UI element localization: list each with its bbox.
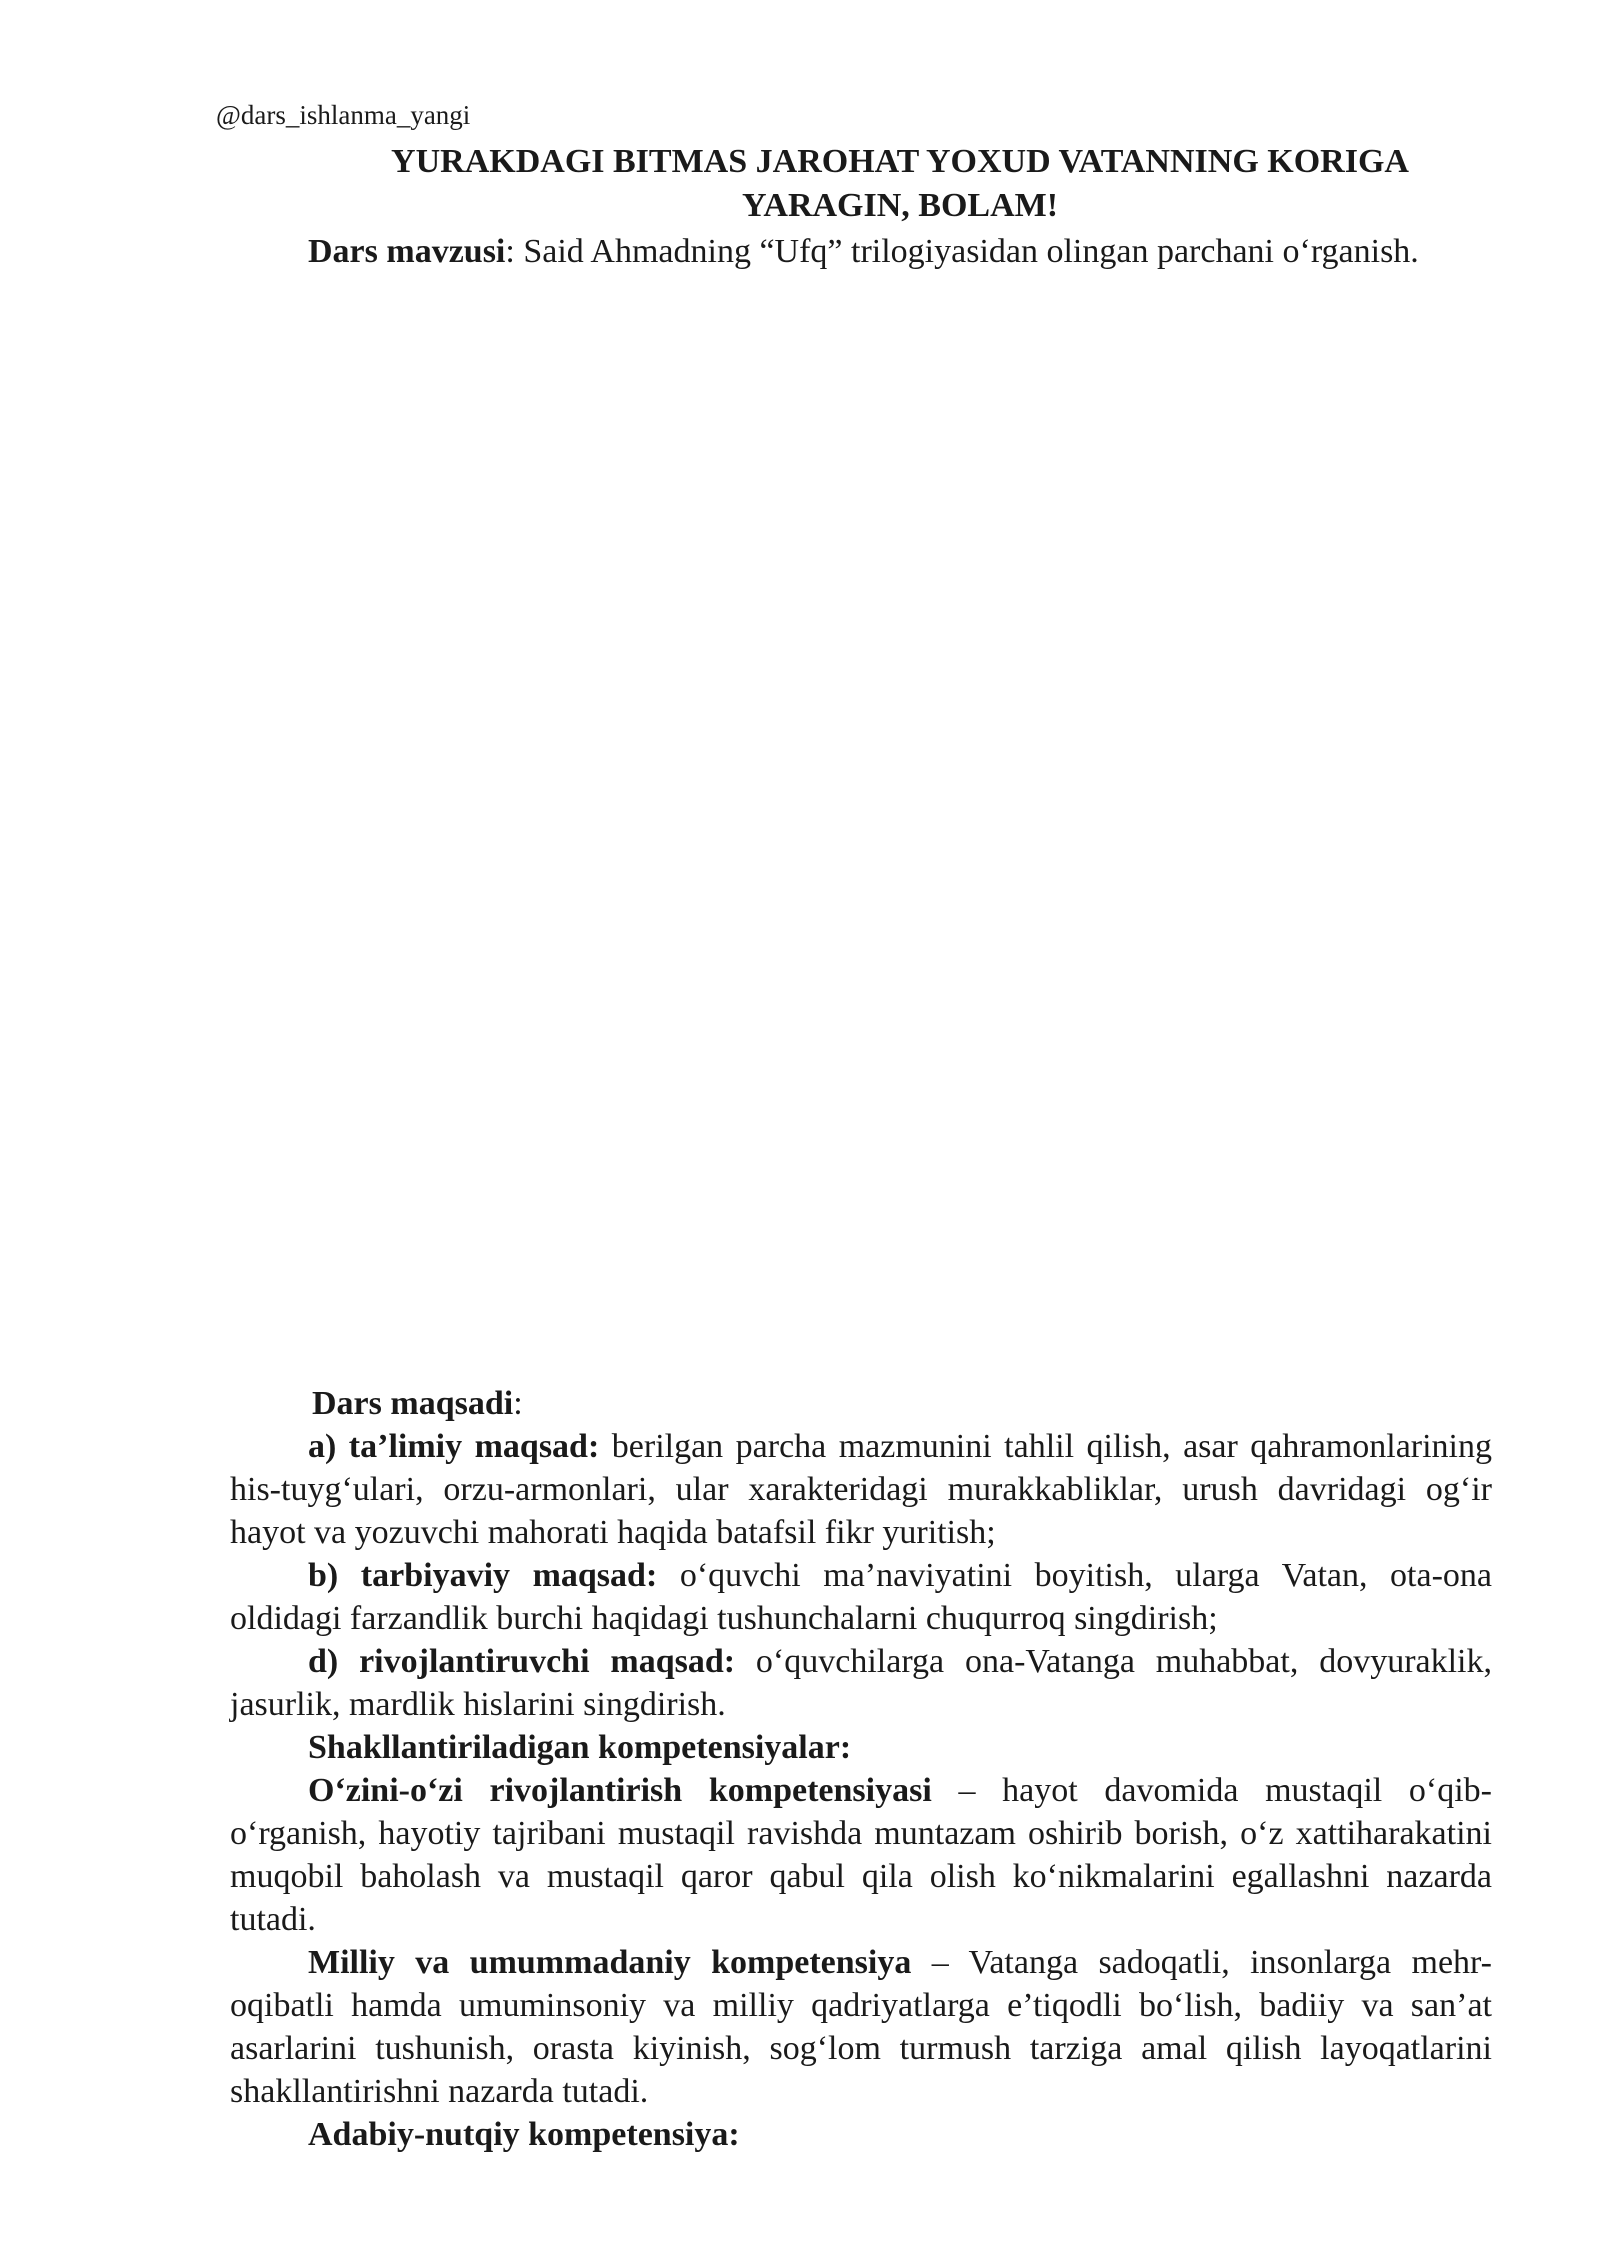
topic-text: Said Ahmadning “Ufq” trilogiyasidan olingan parchani o‘rganish. (514, 233, 1419, 270)
goal-a-label: a) ta’limiy maqsad: (308, 1428, 600, 1465)
competency-self-text: – hayot davomida mustaqil o‘qib-o‘rganish, hayotiy tajribani mustaqil ravishda muntazam oshirib borish, o‘z xattiharakatini muqobil baholash va mustaqil qaror qabul qila olish ko‘nikmalarini egallashni nazarda tutadi. (230, 1772, 1492, 1938)
competency-national-text: – Vatanga sadoqatli, insonlarga mehr-oqibatli hamda umuminsoniy va milliy qadriyatlarga e’tiqodli bo‘lish, badiiy va san’at asarlarini tushunish, orasta kiyinish, sog‘lom turmush tarziga amal qilish layoqatlarini shakllantirishni nazarda tutadi. (230, 1944, 1492, 2110)
competency-literary-heading: Adabiy-nutqiy kompetensiya: (308, 2116, 740, 2153)
goal-d-label: d) rivojlantiruvchi maqsad: (308, 1643, 736, 1680)
document-title (230, 140, 1570, 228)
goal-b (230, 1554, 1492, 1640)
goal-b-text: o‘quvchi ma’naviyatini boyitish, ularga Vatan, ota-ona oldidagi farzandlik burchi haqidagi tushunchalarni chuqurroq singdirish; (230, 1557, 1493, 1637)
goals-heading-colon: : (513, 1385, 523, 1422)
competency-national-cultural (230, 1941, 1492, 2113)
goals-heading-label: Dars maqsadi (312, 1385, 514, 1422)
competencies-heading: Shakllantiriladigan kompetensiyalar: (308, 1729, 852, 1766)
topic-label: Dars mavzusi (308, 233, 506, 270)
goal-b-label: b) tarbiyaviy maqsad: (308, 1557, 658, 1594)
competency-self-label: O‘zini-o‘zi rivojlantirish kompetensiyasi (308, 1772, 932, 1809)
goal-a (230, 1425, 1492, 1554)
goals-section (230, 1382, 1492, 2156)
topic-colon: : (505, 233, 515, 270)
title-line-2: YARAGIN, BOLAM! (741, 187, 1059, 224)
competency-self-development (230, 1769, 1492, 1941)
goal-d (230, 1640, 1492, 1726)
channel-handle: @dars_ishlanma_yangi (216, 100, 471, 130)
goal-a-text: berilgan parcha mazmunini tahlil qilish, asar qahramonlarining his-tuyg‘ulari, orzu-armonlari, ular xarakteridagi murakkabliklar, urush davridagi og‘ir hayot va yozuvchi mahorati haqida batafsil fikr yuritish; (230, 1428, 1493, 1551)
competency-national-label: Milliy va umummadaniy kompetensiya (308, 1944, 912, 1981)
goal-d-text: o‘quvchilarga ona-Vatanga muhabbat, dovyuraklik, jasurlik, mardlik hislarini singdirish. (230, 1643, 1492, 1723)
lesson-topic (230, 230, 1492, 273)
goals-heading (230, 1382, 1492, 1425)
title-line-1: YURAKDAGI BITMAS JAROHAT YOXUD VATANNING KORIGA (391, 143, 1409, 180)
